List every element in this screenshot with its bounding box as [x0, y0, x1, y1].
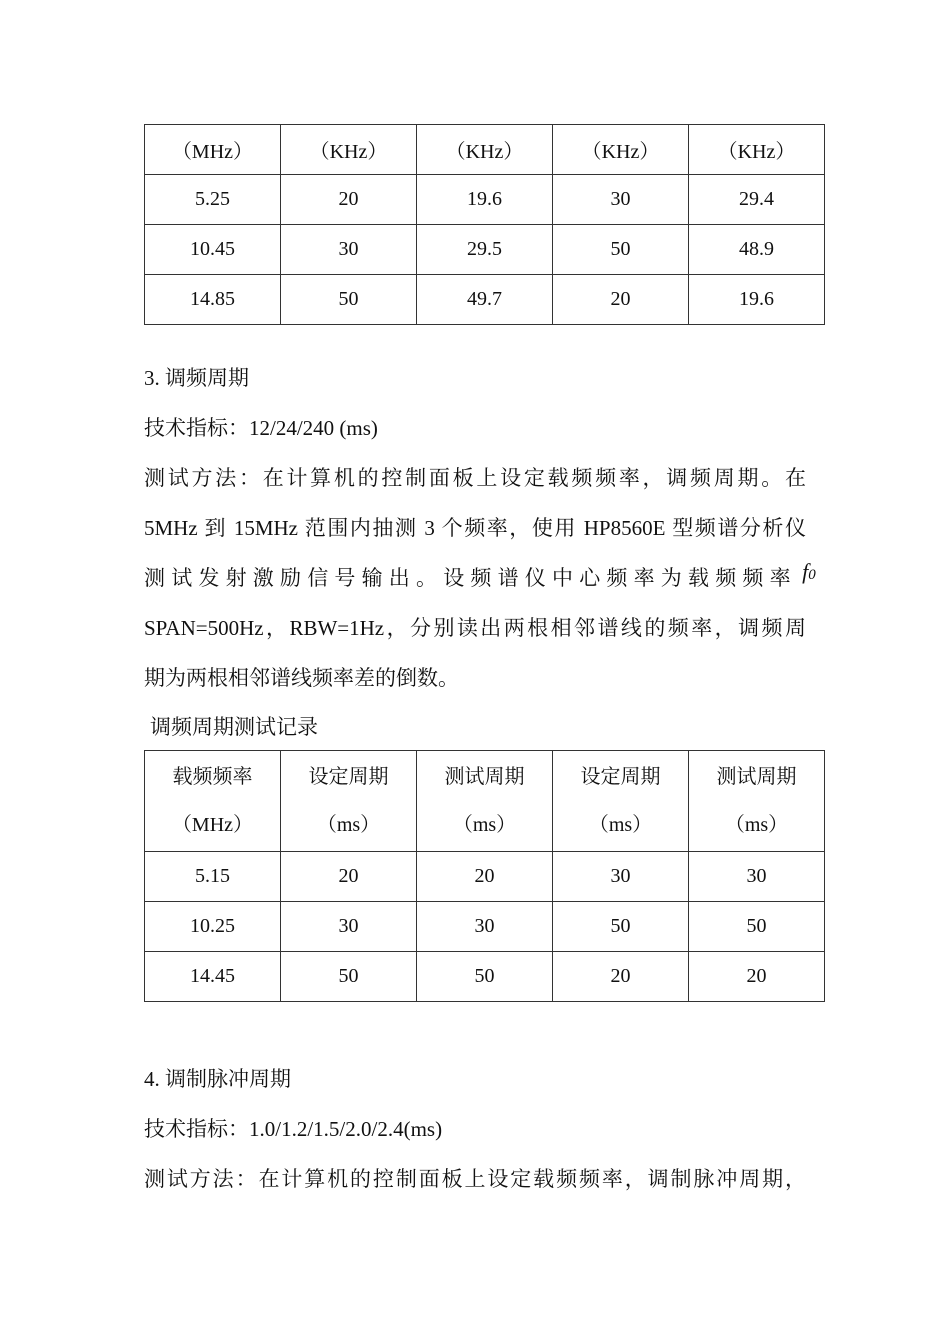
table-cell: 20: [281, 175, 417, 225]
header-unit: （ms）: [316, 814, 381, 836]
table-row: [145, 852, 825, 902]
table-row: [145, 225, 825, 275]
table-cell: 20: [553, 275, 689, 325]
table-cell: 29.5: [417, 225, 553, 275]
table-cell: 5.15: [145, 852, 281, 902]
header-title: 设定周期: [580, 766, 661, 788]
header-unit: （ms）: [452, 814, 517, 836]
section-4-method-line: 测试方法：在计算机的控制面板上设定载频频率，调制脉冲周期，: [144, 1167, 806, 1191]
table-cell: 19.6: [689, 275, 825, 325]
table-cell: 50: [281, 952, 417, 1002]
table-cell: 20: [689, 952, 825, 1002]
section-3-method-line: SPAN=500Hz，RBW=1Hz，分别读出两根相邻谱线的频率，调频周: [144, 616, 806, 640]
table-cell: 50: [417, 952, 553, 1002]
symbol-f: f: [802, 559, 809, 584]
table-row: [145, 275, 825, 325]
table-header-row: [145, 751, 825, 852]
table-cell: 20: [553, 952, 689, 1002]
table-header-cell: [417, 751, 553, 852]
header-title: 载频频率: [172, 766, 253, 788]
section-3-heading: 3. 调频周期: [144, 366, 249, 390]
table-header-cell: （KHz）: [553, 125, 689, 175]
table-cell: 14.85: [145, 275, 281, 325]
table-cell: 30: [553, 175, 689, 225]
section-3-method-line-with-symbol: [144, 559, 816, 596]
table-cell: 10.45: [145, 225, 281, 275]
table-row: [145, 902, 825, 952]
table-cell: 19.6: [417, 175, 553, 225]
table-header-cell: （KHz）: [689, 125, 825, 175]
center-frequency-symbol: [802, 559, 816, 584]
section-4-heading: 4. 调制脉冲周期: [144, 1067, 291, 1091]
table-header-cell: [553, 751, 689, 852]
table-cell: 49.7: [417, 275, 553, 325]
section-3-spec: 技术指标：12/24/240 (ms): [144, 416, 378, 440]
table-header-row: [145, 125, 825, 175]
table-cell: 20: [417, 852, 553, 902]
table-header-cell: [689, 751, 825, 852]
header-unit: （ms）: [588, 814, 653, 836]
section-3-method-line: 测试方法：在计算机的控制面板上设定载频频率，调频周期。在: [144, 466, 806, 490]
table-row: [145, 175, 825, 225]
table-header-cell: （KHz）: [417, 125, 553, 175]
table-cell: 29.4: [689, 175, 825, 225]
header-title: 测试周期: [716, 766, 797, 788]
table-header-cell: （MHz）: [145, 125, 281, 175]
table-cell: 14.45: [145, 952, 281, 1002]
fm-period-test-table: [144, 750, 825, 1002]
symbol-subscript: 0: [808, 567, 816, 583]
table-cell: 30: [689, 852, 825, 902]
table-cell: 30: [281, 225, 417, 275]
header-unit: （MHz）: [171, 814, 254, 836]
table-cell: 50: [281, 275, 417, 325]
table-cell: 5.25: [145, 175, 281, 225]
table-header-cell: [145, 751, 281, 852]
table-cell: 30: [417, 902, 553, 952]
section-3-method-line: 5MHz 到 15MHz 范围内抽测 3 个频率，使用 HP8560E 型频谱分析仪: [144, 516, 806, 540]
table-cell: 50: [553, 902, 689, 952]
deviation-test-table: [144, 124, 825, 325]
header-title: 测试周期: [444, 766, 525, 788]
table-cell: 10.25: [145, 902, 281, 952]
table-cell: 50: [553, 225, 689, 275]
section-3-method-text: 测试发射激励信号输出。设频谱仪中心频率为载频频率: [144, 566, 797, 590]
table-header-cell: [281, 751, 417, 852]
table-cell: 30: [553, 852, 689, 902]
table-cell: 20: [281, 852, 417, 902]
table-cell: 48.9: [689, 225, 825, 275]
table-cell: 50: [689, 902, 825, 952]
table-cell: 30: [281, 902, 417, 952]
table-caption: 调频周期测试记录: [150, 715, 318, 739]
section-4-spec: 技术指标：1.0/1.2/1.5/2.0/2.4(ms): [144, 1117, 443, 1141]
section-3-method-line: 期为两根相邻谱线频率差的倒数。: [144, 666, 459, 690]
table-header-cell: （KHz）: [281, 125, 417, 175]
header-unit: （ms）: [724, 814, 789, 836]
table-row: [145, 952, 825, 1002]
header-title: 设定周期: [308, 766, 389, 788]
